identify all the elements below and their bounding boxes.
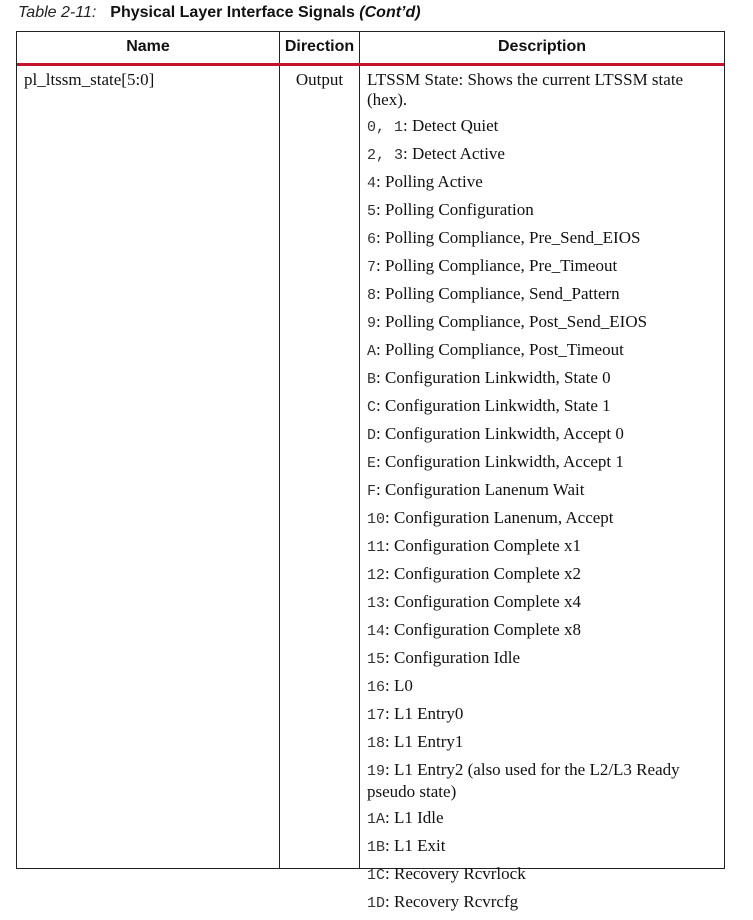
state-label: : Polling Compliance, Pre_Timeout — [376, 256, 618, 275]
table-caption — [18, 4, 421, 22]
state-item — [367, 732, 719, 754]
state-item — [367, 452, 719, 474]
state-item — [367, 864, 719, 886]
state-code: 11 — [367, 539, 386, 556]
state-label: : Configuration Linkwidth, State 1 — [376, 396, 611, 415]
state-item — [367, 228, 719, 250]
signal-direction: Output — [295, 70, 344, 89]
state-code: 9 — [367, 315, 377, 332]
state-item — [367, 536, 719, 558]
state-item — [367, 704, 719, 726]
description-intro: LTSSM State: Shows the current LTSSM state (hex). — [367, 70, 684, 109]
state-label: : L0 — [385, 676, 413, 695]
state-label: : Polling Active — [376, 172, 483, 191]
state-code: 1B — [367, 839, 386, 856]
table-number: Table 2-11: — [18, 4, 97, 21]
state-label: : L1 Entry1 — [385, 732, 464, 751]
state-code: 2, 3 — [367, 147, 404, 164]
state-item — [367, 620, 719, 642]
state-item — [367, 480, 719, 502]
state-code: F — [367, 483, 377, 500]
table-header-row — [17, 32, 724, 66]
state-list — [367, 116, 719, 914]
state-item — [367, 564, 719, 586]
state-item — [367, 340, 719, 362]
state-item — [367, 368, 719, 390]
state-label: : Configuration Complete x4 — [385, 592, 581, 611]
state-code: 7 — [367, 259, 377, 276]
state-item — [367, 676, 719, 698]
column-divider — [359, 32, 360, 868]
state-label: : Configuration Complete x8 — [385, 620, 581, 639]
state-label: : Configuration Idle — [385, 648, 521, 667]
state-label: : Configuration Complete x2 — [385, 564, 581, 583]
state-code: 19 — [367, 763, 386, 780]
state-code: 16 — [367, 679, 386, 696]
state-item — [367, 808, 719, 830]
state-item — [367, 892, 719, 914]
table-continued-label: (Cont’d) — [359, 4, 421, 21]
state-code: D — [367, 427, 377, 444]
state-label: : L1 Idle — [385, 808, 444, 827]
state-label: : Configuration Linkwidth, Accept 0 — [376, 424, 624, 443]
signal-description — [367, 70, 719, 920]
state-code: A — [367, 343, 377, 360]
state-code: 1A — [367, 811, 386, 828]
state-code: 4 — [367, 175, 377, 192]
state-item — [367, 312, 719, 334]
state-item — [367, 760, 719, 802]
state-label: : Detect Quiet — [403, 116, 499, 135]
state-code: 0, 1 — [367, 119, 404, 136]
state-code: B — [367, 371, 377, 388]
state-code: 5 — [367, 203, 377, 220]
state-label: : Configuration Complete x1 — [385, 536, 581, 555]
state-label: : L1 Entry0 — [385, 704, 464, 723]
state-code: 17 — [367, 707, 386, 724]
state-item — [367, 836, 719, 858]
state-label: : Polling Compliance, Pre_Send_EIOS — [376, 228, 641, 247]
state-label: : Detect Active — [403, 144, 505, 163]
signals-table — [16, 31, 725, 912]
header-description: Description — [497, 38, 586, 55]
state-code: E — [367, 455, 377, 472]
state-label: : Configuration Lanenum Wait — [376, 480, 585, 499]
table-title: Physical Layer Interface Signals — [110, 4, 355, 21]
state-label: : L1 Entry2 (also used for the L2/L3 Ready pseudo state) — [367, 760, 680, 801]
state-code: 1C — [367, 867, 386, 884]
state-item — [367, 144, 719, 166]
state-code: 1D — [367, 895, 386, 912]
state-item — [367, 284, 719, 306]
state-item — [367, 256, 719, 278]
state-code: 8 — [367, 287, 377, 304]
state-label: : Polling Configuration — [376, 200, 534, 219]
state-item — [367, 200, 719, 222]
state-code: 18 — [367, 735, 386, 752]
state-label: : Polling Compliance, Post_Send_EIOS — [376, 312, 648, 331]
state-code: C — [367, 399, 377, 416]
state-item — [367, 592, 719, 614]
header-name: Name — [126, 38, 170, 55]
state-item — [367, 396, 719, 418]
state-label: : Polling Compliance, Send_Pattern — [376, 284, 620, 303]
state-code: 6 — [367, 231, 377, 248]
state-label: : Configuration Linkwidth, State 0 — [376, 368, 611, 387]
state-label: : Recovery Rcvrlock — [385, 864, 526, 883]
state-code: 12 — [367, 567, 386, 584]
state-code: 10 — [367, 511, 386, 528]
state-item — [367, 116, 719, 138]
state-code: 15 — [367, 651, 386, 668]
column-divider — [279, 32, 280, 868]
state-label: : Recovery Rcvrcfg — [385, 892, 519, 911]
signal-name: pl_ltssm_state[5:0] — [24, 70, 155, 89]
state-label: : L1 Exit — [385, 836, 446, 855]
state-label: : Configuration Linkwidth, Accept 1 — [376, 452, 624, 471]
header-direction: Direction — [284, 38, 355, 55]
state-code: 13 — [367, 595, 386, 612]
state-item — [367, 648, 719, 670]
state-label: : Polling Compliance, Post_Timeout — [376, 340, 624, 359]
state-label: : Configuration Lanenum, Accept — [385, 508, 614, 527]
state-item — [367, 172, 719, 194]
state-item — [367, 424, 719, 446]
state-code: 14 — [367, 623, 386, 640]
state-item — [367, 508, 719, 530]
